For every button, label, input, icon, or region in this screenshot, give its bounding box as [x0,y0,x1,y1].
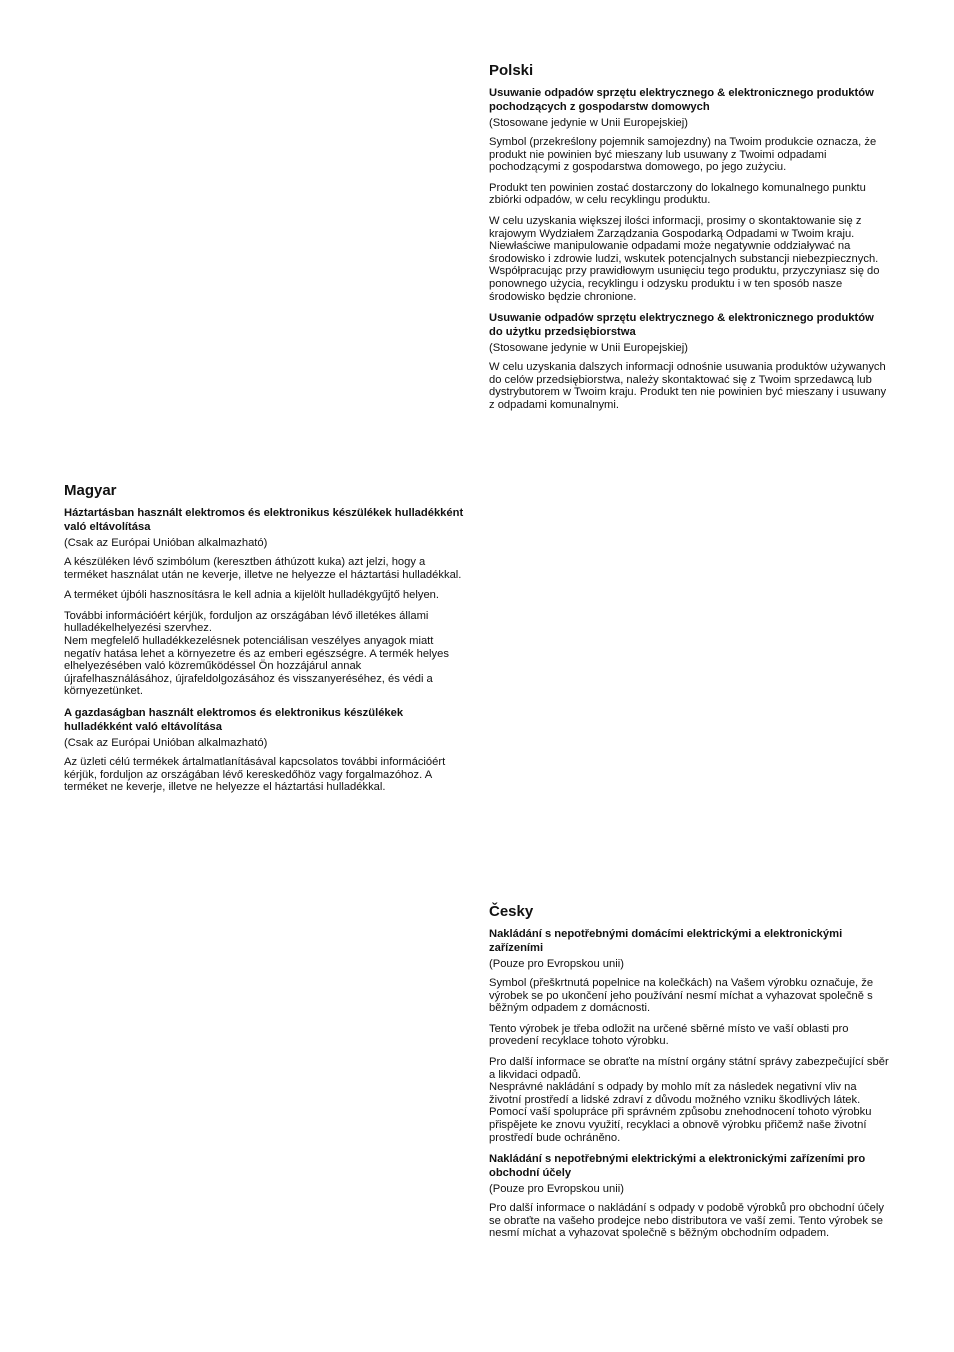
household-heading: Háztartásban használt elektromos és elektronikus készülékek hulladékként való eltávolítása [64,507,464,533]
paragraph: Symbol (przekreślony pojemnik samojezdny) na Twoim produkcie oznacza, że produkt nie powinien być mieszany lub usuwany z Twoimi odpadami pochodzącymi z gospodarstwa domowego, po jego zużyciu. [489,136,877,174]
household-heading: Nakládání s nepotřebnými domácími elektrickými a elektronickými zařízeními [489,928,843,954]
paragraph: További információért kérjük, forduljon az országában lévő illetékes állami hulladékelhelyezési szervhez. [64,609,429,635]
paragraph: Az üzleti célú termékek ártalmatlanításával kapcsolatos további információért kérjük, forduljon az országában lévő kereskedőhöz vagy forgalmazóhoz. A terméket ne keverje, illetve ne helyezze el háztartási hulladékkal. [64,755,446,794]
business-heading: A gazdaságban használt elektromos és elektronikus készülékek hulladékként való eltávolítása [64,706,404,733]
eu-note: (Csak az Európai Unióban alkalmazható) [64,736,268,749]
paragraph: Nesprávné nakládání s odpady by mohlo mít za následek negativní vliv na životní prostředí a lidské zdraví z důvodu možného vzniku škodlivých látek. Pomocí vaší spolupráce při správném způsobu znehodnocení tohoto výrobku přispějete ke znovu využití, recyklaci a obnově výrobku přičemž naše životní prostředí bude ochráněno. [489,1081,872,1144]
paragraph: Pro další informace o nakládání s odpady v podobě výrobků pro obchodní účely se obraťte na vašeho prodejce nebo distributora ve vaší zemi. Tento výrobek se nesmí míchat a vyhazovat společně s běžným obchodním odpadem. [489,1202,884,1240]
eu-note: (Stosowane jedynie w Unii Europejskiej) [489,117,688,129]
paragraph: Współpracując przy prawidłowym usunięciu tego produktu, przyczyniasz się do ponownego użycia, recyklingu i odzysku produktu i w ten sposób nasze środowisko będzie chronione. [489,265,880,303]
section-polski [489,62,889,420]
paragraph: A készüléken lévő szimbólum (keresztben áthúzott kuka) azt jelzi, hogy a terméket használat után ne keverje, illetve ne helyezze el háztartási hulladékkal. [64,556,462,581]
paragraph: Tento výrobek je třeba odložit na určené sběrné místo ve vaší oblasti pro provedení recyklace tohoto výrobku. [489,1022,849,1048]
paragraph: Symbol (přeškrtnutá popelnice na kolečkách) na Vašem výrobku označuje, že výrobek se po ukončení jeho používání nesmí míchat a vyhazovat společně s běžným odpadem z domácnosti. [489,977,874,1015]
eu-note: (Stosowane jedynie w Unii Europejskiej) [489,342,688,355]
business-heading: Usuwanie odpadów sprzętu elektrycznego & elektronicznego produktów do użytku przedsiębiorstwa [489,312,874,339]
section-magyar [64,482,464,802]
eu-note: (Pouze pro Evropskou unii) [489,958,624,970]
household-heading: Usuwanie odpadów sprzętu elektrycznego & elektronicznego produktów pochodzących z gospodarstw domowych [489,87,874,113]
business-heading: Nakládání s nepotřebnými elektrickými a elektronickými zařízeními pro obchodní účely [489,1153,866,1180]
paragraph: W celu uzyskania dalszych informacji odnośnie usuwania produktów używanych do celów przedsiębiorstwa, należy skontaktować się z Twoim sprzedawcą lub dystrybutorem w Twoim kraju. Produkt ten nie powinien być mieszany i usuwany z odpadami komunalnymi. [489,361,887,411]
paragraph: A terméket újbóli hasznosításra le kell adnia a kijelölt hulladékgyűjtő helyen. [64,589,439,602]
section-title: Česky [489,903,534,920]
paragraph: Produkt ten powinien zostać dostarczony do lokalnego komunalnego punktu zbiórki odpadów, w celu recyklingu produktu. [489,181,866,207]
eu-note: (Csak az Európai Unióban alkalmazható) [64,537,268,549]
section-title: Magyar [64,482,117,499]
section-cesky [489,903,889,1248]
paragraph: Nem megfelelő hulladékkezelésnek potenciálisan veszélyes anyagok miatt negatív hatása lehet a környezetre és az emberi egészségre. A termék helyes elhelyezésében való közreműködéssel Ön hozzájárul annak újrafelhasználásához, újrafeldolgozásához és visszanyeréséhez, és védi a környezetünket. [64,634,449,698]
section-title: Polski [489,62,534,79]
paragraph: W celu uzyskania większej ilości informacji, prosimy o skontaktowanie się z krajowym Wydziałem Zarządzania Gospodarką Odpadami w Twoim kraju. Niewłaściwe manipulowanie odpadami może negatywnie oddziaływać na środowisko i zdrowie ludzi, wskutek potencjalnych substancji niebezpiecznych. [489,214,879,265]
eu-note: (Pouze pro Evropskou unii) [489,1183,624,1196]
paragraph: Pro další informace se obraťte na místní orgány státní správy zabezpečující sběr a likvidaci odpadů. [489,1055,889,1081]
